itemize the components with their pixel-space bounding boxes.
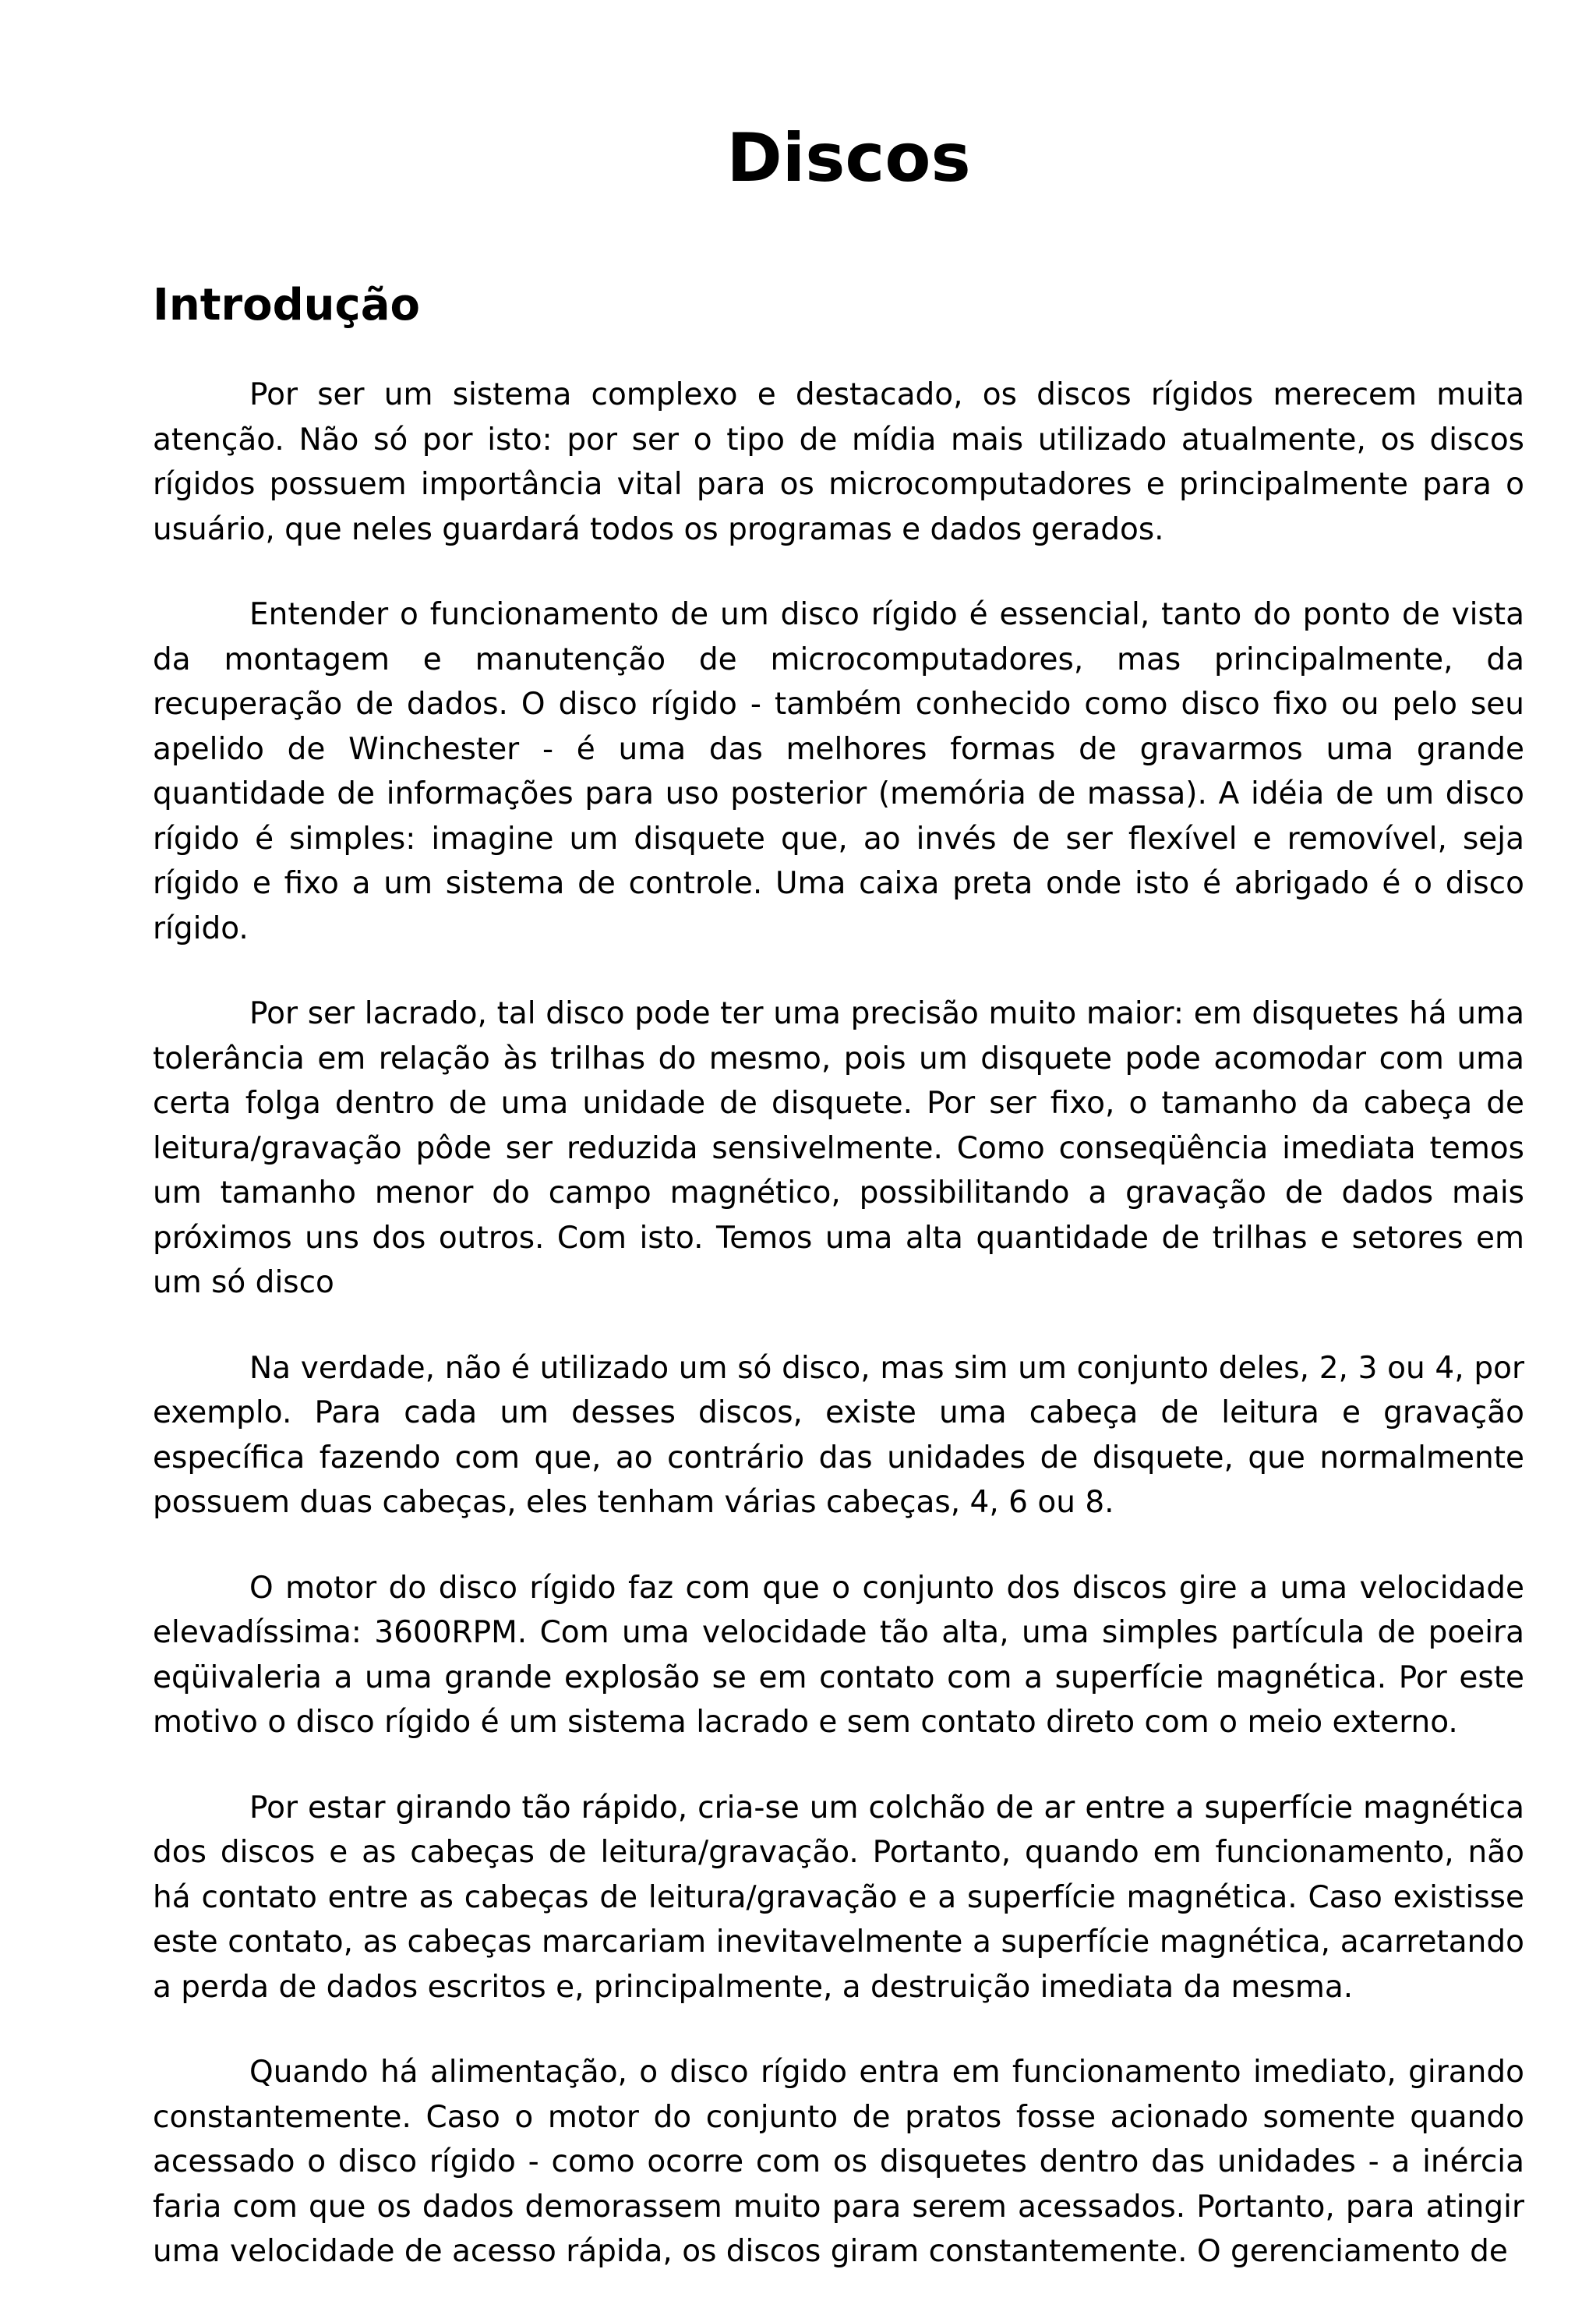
paragraph: Quando há alimentação, o disco rígido entra em funcionamento imediato, girando constantemente. Caso o motor do conjunto de pratos fosse acionado somente quando acessado o disco rígido - como ocorre com os disquetes dentro das unidades - a inércia faria com que os dados demorassem muito para serem acessados. Portanto, para atingir uma velocidade de acesso rápida, os discos giram constantemente. O gerenciamento de bbox=[153, 2055, 1524, 2269]
paragraph: Na verdade, não é utilizado um só disco, mas sim um conjunto deles, 2, 3 ou 4, por exemplo. Para cada um desses discos, existe uma cabeça de leitura e gravação específica fazendo com que, ao contrário das unidades de disquete, que normalmente possuem duas cabeças, eles tenham várias cabeças, 4, 6 ou 8. bbox=[153, 1350, 1524, 1520]
page-title: Discos bbox=[726, 119, 971, 197]
paragraph: Por ser lacrado, tal disco pode ter uma precisão muito maior: em disquetes há uma tolerância em relação às trilhas do mesmo, pois um disquete pode acomodar com uma certa folga dentro de uma unidade de disquete. Por ser fixo, o tamanho da cabeça de leitura/gravação pôde ser reduzida sensivelmente. Como conseqüência imediata temos um tamanho menor do campo magnético, possibilitando a gravação de dados mais próximos uns dos outros. Com isto. Temos uma alta quantidade de trilhas e setores em um só disco bbox=[153, 996, 1524, 1300]
paragraph: Por estar girando tão rápido, cria-se um colchão de ar entre a superfície magnética dos discos e as cabeças de leitura/gravação. Portanto, quando em funcionamento, não há contato entre as cabeças de leitura/gravação e a superfície magnética. Caso existisse este contato, as cabeças marcariam inevitavelmente a superfície magnética, acarretando a perda de dados escritos e, principalmente, a destruição imediata da mesma. bbox=[153, 1790, 1524, 2005]
paragraph: Entender o funcionamento de um disco rígido é essencial, tanto do ponto de vista da montagem e manutenção de microcomputadores, mas principalmente, da recuperação de dados. O disco rígido - também conhecido como disco fixo ou pelo seu apelido de Winchester - é uma das melhores formas de gravarmos uma grande quantidade de informações para uso posterior (memória de massa). A idéia de um disco rígido é simples: imagine um disquete que, ao invés de ser flexível e removível, seja rígido e fixo a um sistema de controle. Uma caixa preta onde isto é abrigado é o disco rígido. bbox=[153, 597, 1524, 946]
body-text bbox=[153, 373, 1524, 2315]
section-heading: Introdução bbox=[153, 280, 420, 330]
paragraph: O motor do disco rígido faz com que o conjunto dos discos gire a uma velocidade elevadíssima: 3600RPM. Com uma velocidade tão alta, uma simples partícula de poeira eqüivaleria a uma grande explosão se em contato com a superfície magnética. Por este motivo o disco rígido é um sistema lacrado e sem contato direto com o meio externo. bbox=[153, 1570, 1524, 1740]
paragraph: Por ser um sistema complexo e destacado, os discos rígidos merecem muita atenção. Não só por isto: por ser o tipo de mídia mais utilizado atualmente, os discos rígidos possuem importância vital para os microcomputadores e principalmente para o usuário, que neles guardará todos os programas e dados gerados. bbox=[153, 377, 1524, 547]
